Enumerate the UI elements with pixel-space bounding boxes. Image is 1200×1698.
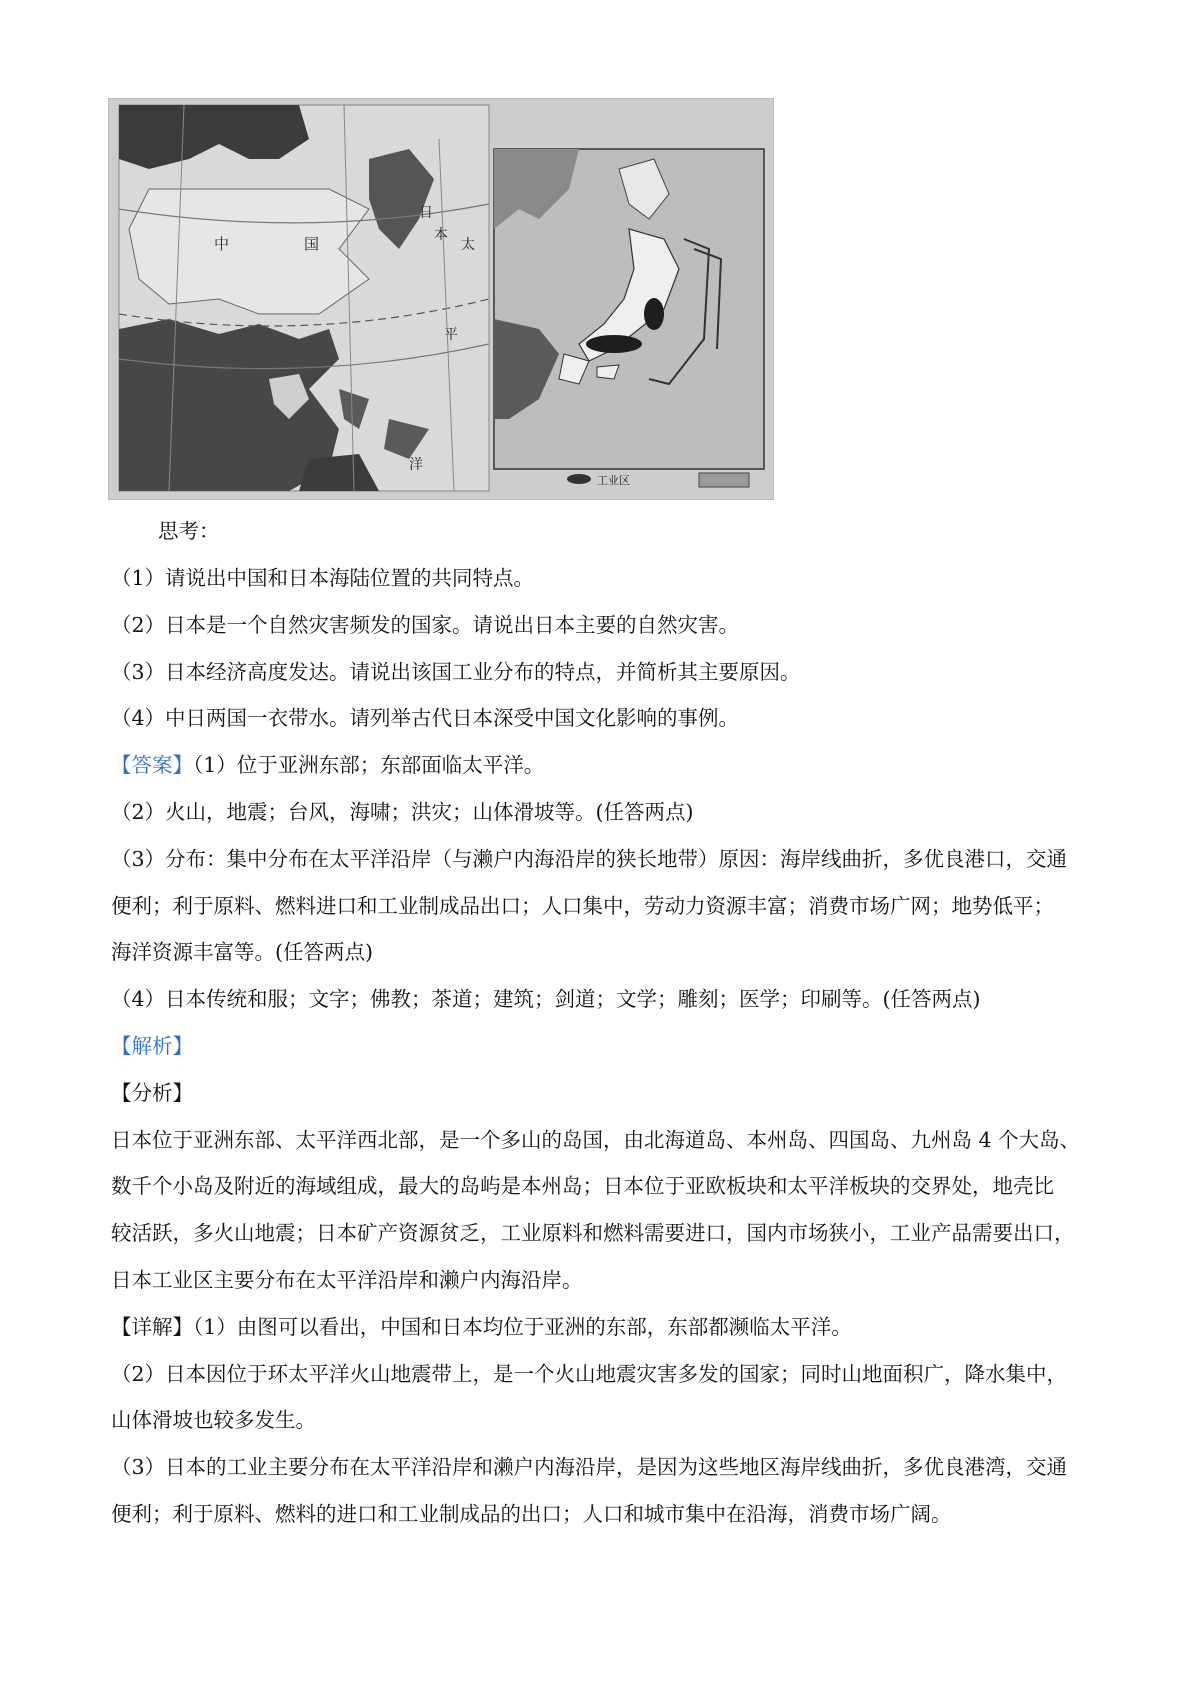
map-label-japan-1: 日 (419, 205, 433, 221)
detail-1: （1）由图可以看出，中国和日本均位于亚洲的东部，东部都濒临太平洋。 (193, 1315, 852, 1339)
detail-3-line-2: 便利；利于原料、燃料的进口和工业制成品的出口；人口和城市集中在沿海，消费市场广阔。 (111, 1502, 952, 1526)
answer-1: （1）位于亚洲东部；东部面临太平洋。 (193, 753, 545, 777)
question-4: （4）中日两国一衣带水。请列举古代日本深受中国文化影响的事例。 (111, 706, 740, 730)
map-label-china-2: 国 (304, 235, 320, 253)
east-asia-map (119, 105, 489, 491)
analysis-sub-tag: 【分析】 (111, 1081, 193, 1105)
detail-2-line-1: （2）日本因位于环太平洋火山地震带上，是一个火山地震灾害多发的国家；同时山地面积广，降水集中， (111, 1362, 1068, 1386)
analysis-line-3: 较活跃，多火山地震；日本矿产资源贫乏，工业原料和燃料需要进口，国内市场狭小，工业产品需要出口， (111, 1221, 1075, 1245)
detail-3-line-1: （3）日本的工业主要分布在太平洋沿岸和濑户内海沿岸，是因为这些地区海岸线曲折，多优良港湾，交通 (111, 1455, 1068, 1479)
answer-tag: 【答案】 (111, 753, 193, 777)
question-1: （1）请说出中国和日本海陆位置的共同特点。 (111, 566, 535, 590)
question-3: （3）日本经济高度发达。请说出该国工业分布的特点，并简析其主要原因。 (111, 660, 801, 684)
map-label-china-1: 中 (214, 235, 230, 253)
answer-1-line (111, 750, 544, 780)
map-figure (108, 98, 774, 500)
question-2: （2）日本是一个自然灾害频发的国家。请说出日本主要的自然灾害。 (111, 613, 740, 637)
analysis-line-2: 数千个小岛及附近的海域组成，最大的岛屿是本州岛；日本位于亚欧板块和太平洋板块的交界处，地壳比 (111, 1174, 1054, 1198)
answer-4: （4）日本传统和服；文字；佛教；茶道；建筑；剑道；文学；雕刻；医学；印刷等。(任答两点) (111, 987, 981, 1011)
analysis-line-4: 日本工业区主要分布在太平洋沿岸和濑户内海沿岸。 (111, 1268, 583, 1292)
answer-3-line-3: 海洋资源丰富等。(任答两点) (111, 940, 373, 964)
answer-2: （2）火山，地震；台风，海啸；洪灾；山体滑坡等。(任答两点) (111, 800, 694, 824)
map-label-pacific-1: 太 (461, 237, 475, 253)
analysis-tag: 【解析】 (111, 1034, 193, 1058)
map-label-pacific-3: 洋 (409, 457, 423, 473)
answer-3-line-1: （3）分布：集中分布在太平洋沿岸（与濑户内海沿岸的狭长地带）原因：海岸线曲折，多优良港口，交通 (111, 847, 1068, 871)
map-image (109, 99, 773, 499)
analysis-line-1: 日本位于亚洲东部、太平洋西北部，是一个多山的岛国，由北海道岛、本州岛、四国岛、九州岛 4 个大岛、 (111, 1128, 1081, 1152)
japan-industry-inset-map (494, 149, 764, 487)
map-label-japan-2: 本 (434, 227, 448, 243)
inset-legend-label: 工业区 (597, 474, 630, 487)
answer-3-line-2: 便利；利于原料、燃料进口和工业制成品出口；人口集中，劳动力资源丰富；消费市场广网；地势低平； (111, 894, 1054, 918)
detail-tag: 【详解】 (111, 1315, 193, 1339)
think-title: 思考： (158, 519, 220, 543)
map-label-pacific-2: 平 (444, 327, 458, 343)
detail-1-line (111, 1312, 852, 1342)
detail-2-line-2: 山体滑坡也较多发生。 (111, 1408, 316, 1432)
